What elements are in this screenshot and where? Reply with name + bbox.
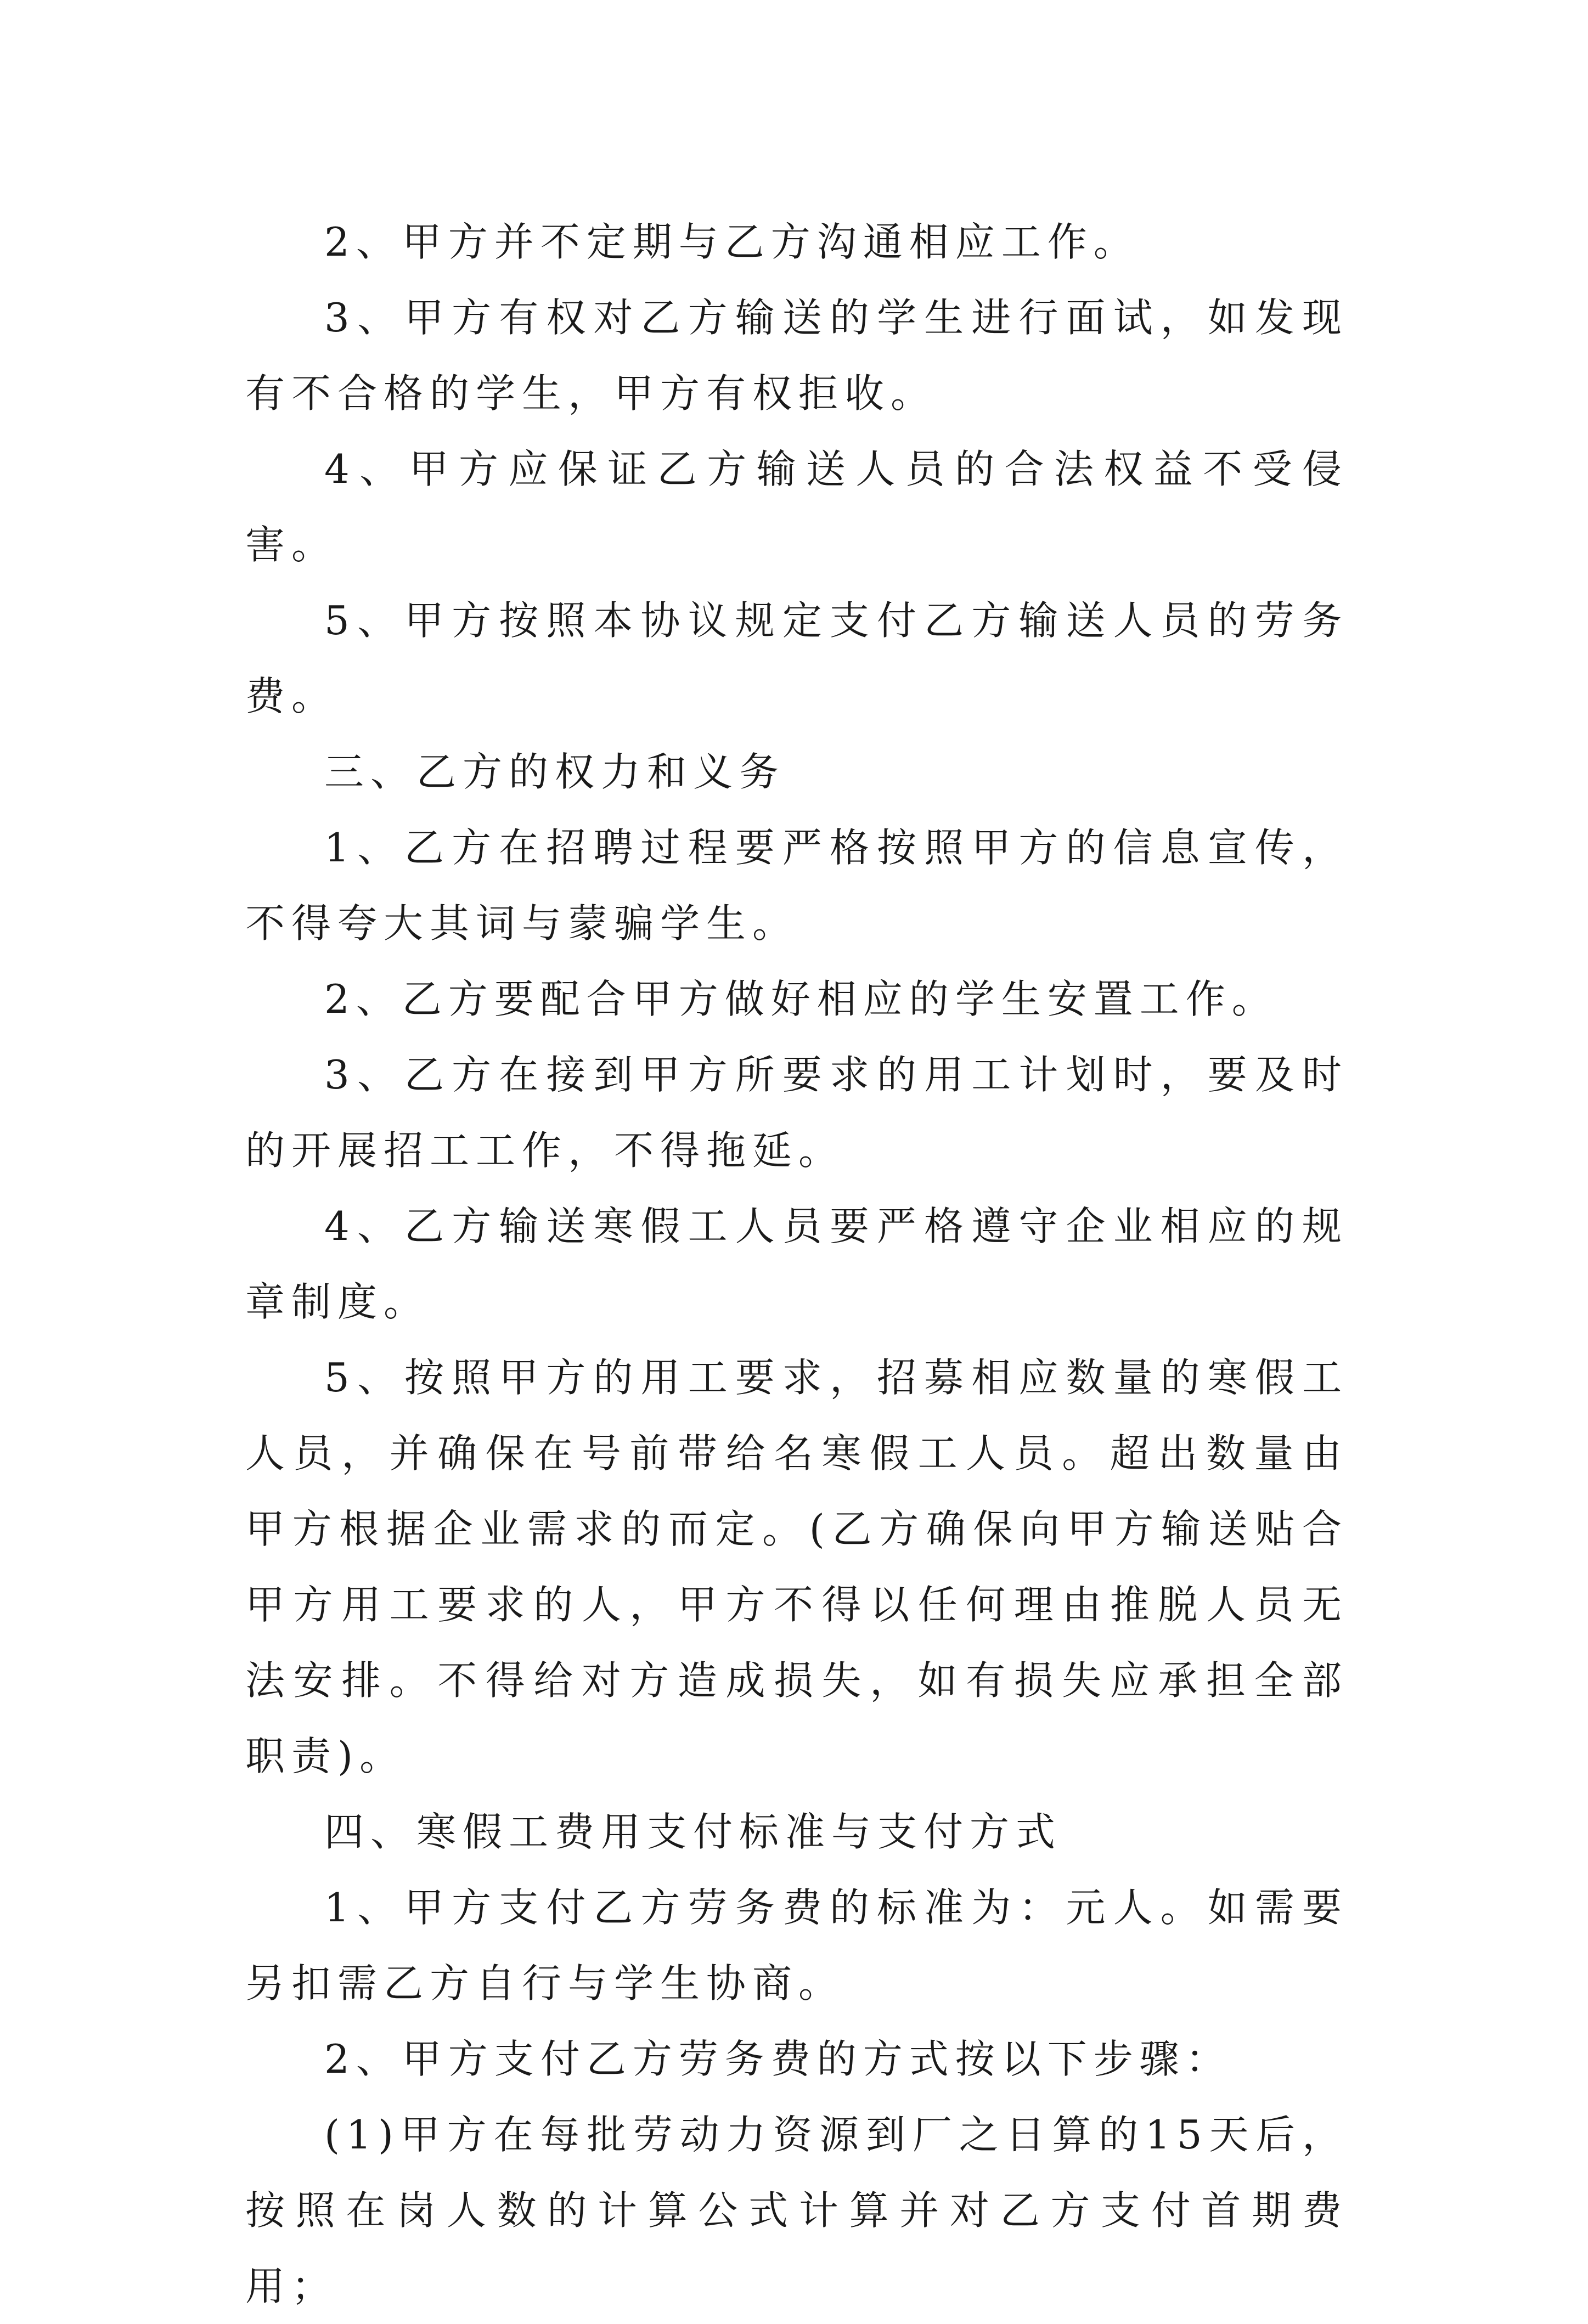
paragraph-party-a-protect-rights: 4、甲方应保证乙方输送人员的合法权益不受侵害。 [245,446,1348,568]
document-body [245,204,1348,2324]
paragraph-payment-step-1: (1)甲方在每批劳动力资源到厂之日算的15天后，按照在岗人数的计算公式计算并对乙方支付首期费用； [245,2112,1348,2309]
paragraph-party-b-rules: 4、乙方输送寒假工人员要严格遵守企业相应的规章制度。 [245,1203,1348,1325]
paragraph-party-b-hiring-plan: 3、乙方在接到甲方所要求的用工计划时，要及时的开展招工工作，不得拖延。 [245,1052,1348,1174]
paragraph-party-b-placement: 2、乙方要配合甲方做好相应的学生安置工作。 [324,976,1278,1022]
section-heading-payment: 四、寒假工费用支付标准与支付方式 [324,1809,1062,1855]
paragraph-party-b-recruit-quantity: 5、按照甲方的用工要求，招募相应数量的寒假工人员，并确保在号前带给名寒假工人员。超出数量由甲方根据企业需求的而定。(乙方确保向甲方输送贴合甲方用工要求的人，甲方不得以任何理由推脱人员无法安排。不得给对方造成损失，如有损失应承担全部职责)。 [245,1355,1348,1779]
paragraph-party-a-communication: 2、甲方并不定期与乙方沟通相应工作。 [324,219,1140,265]
paragraph-party-a-pay-fee: 5、甲方按照本协议规定支付乙方输送人员的劳务费。 [245,597,1348,719]
paragraph-payment-standard: 1、甲方支付乙方劳务费的标准为：元人。如需要另扣需乙方自行与学生协商。 [245,1885,1348,2006]
paragraph-party-a-interview-right: 3、甲方有权对乙方输送的学生进行面试，如发现有不合格的学生，甲方有权拒收。 [245,295,1348,416]
paragraph-party-b-recruitment: 1、乙方在招聘过程要严格按照甲方的信息宣传，不得夸大其词与蒙骗学生。 [245,825,1348,946]
section-heading-party-b-rights: 三、乙方的权力和义务 [324,749,786,795]
paragraph-payment-method: 2、甲方支付乙方劳务费的方式按以下步骤： [324,2036,1232,2082]
